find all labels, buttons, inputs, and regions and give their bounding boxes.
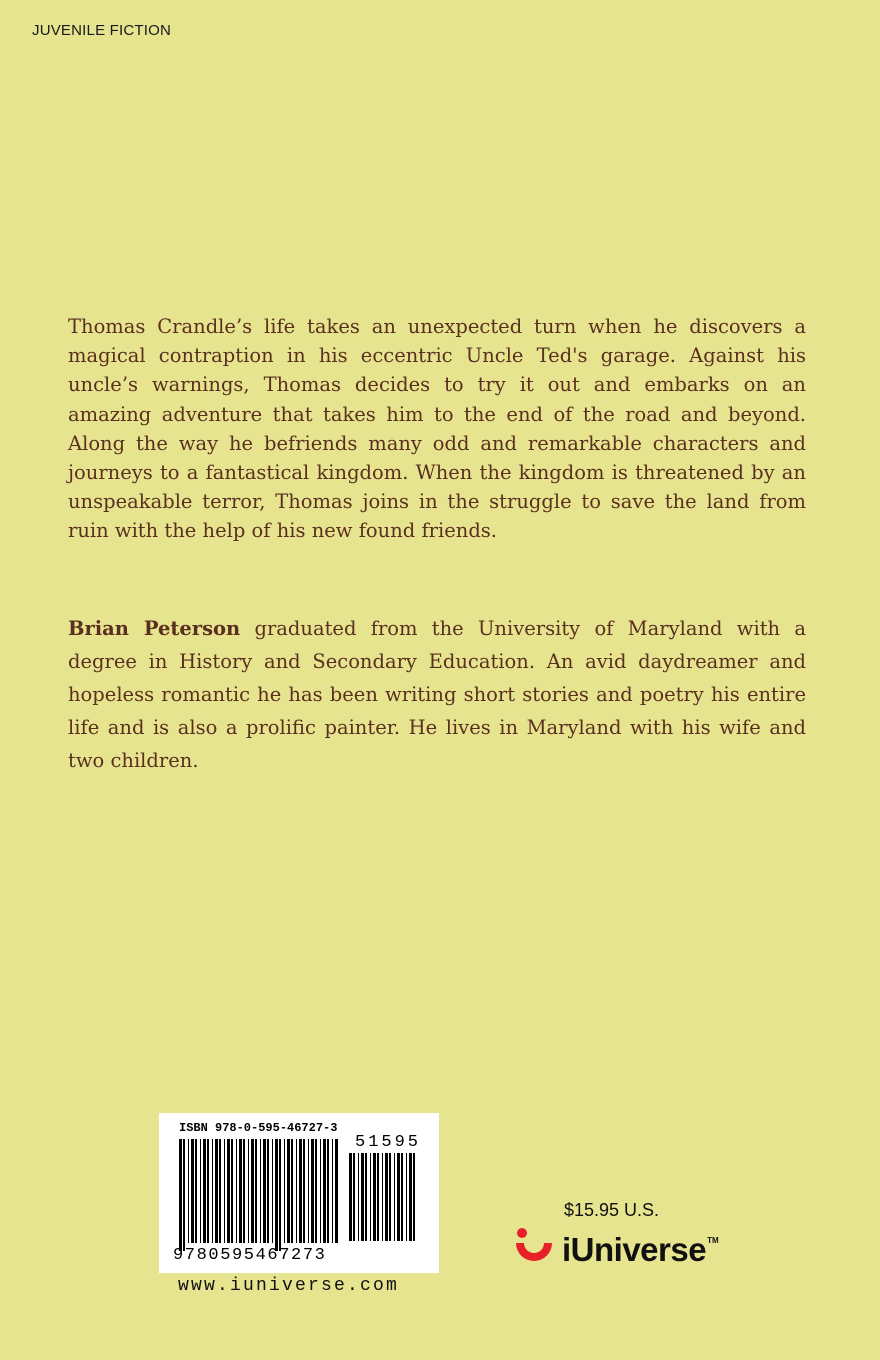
barcode-box <box>159 1113 439 1273</box>
ean-barcode <box>179 1139 339 1251</box>
barcode-bar <box>287 1139 290 1243</box>
barcode-bar <box>191 1139 194 1243</box>
barcode-bar <box>188 1139 189 1243</box>
barcode-bar <box>179 1139 182 1251</box>
barcode-bar <box>409 1153 412 1241</box>
trademark-mark: TM <box>707 1236 719 1245</box>
book-blurb: Thomas Crandle’s life takes an unexpected turn when he discovers a magical contraption in his eccentric Uncle Ted's garage. Against his uncle’s warnings, Thomas decides to try it out and embarks on an amazing adventure that takes him to the end of the road and beyond. Along the way he befriends many odd and remarkable characters and journeys to a fantastical kingdom. When the kingdom is threatened by an unspeakable terror, Thomas joins in the struggle to save the land from ruin with the help of his new found friends. <box>68 315 806 543</box>
publisher-logo <box>512 1224 719 1276</box>
ean-digits: 9780595467273 <box>173 1246 327 1265</box>
addon-digits: 51595 <box>355 1133 422 1152</box>
barcode-bar <box>349 1153 352 1241</box>
barcode-bar <box>332 1139 333 1243</box>
iuniverse-logo-icon <box>512 1225 556 1275</box>
publisher-name: iUniverse <box>562 1231 707 1268</box>
barcode-bar <box>200 1139 201 1243</box>
barcode-bar <box>353 1153 355 1241</box>
barcode-bar <box>397 1153 400 1241</box>
barcode-bar <box>248 1139 249 1243</box>
barcode-bar <box>231 1139 233 1243</box>
barcode-bar <box>195 1139 197 1243</box>
author-name: Brian Peterson <box>68 617 241 640</box>
barcode-bar <box>311 1139 314 1243</box>
genre-label: JUVENILE FICTION <box>32 22 172 39</box>
barcode-bar <box>239 1139 242 1243</box>
barcode-bar <box>413 1153 415 1241</box>
barcode-bar <box>212 1139 213 1243</box>
barcode-bar <box>267 1139 269 1243</box>
barcode-bar <box>260 1139 261 1243</box>
barcode-bar <box>224 1139 225 1243</box>
barcode-bar <box>303 1139 305 1243</box>
barcode-bar <box>308 1139 309 1243</box>
barcode-bar <box>385 1153 388 1241</box>
barcode-bar <box>207 1139 209 1243</box>
addon-barcode <box>349 1153 419 1249</box>
barcode-bar <box>296 1139 297 1243</box>
isbn-text: ISBN 978-0-595-46727-3 <box>179 1121 338 1135</box>
barcode-bar <box>183 1139 185 1251</box>
barcode-bar <box>406 1153 407 1241</box>
barcode-bar <box>203 1139 206 1243</box>
barcode-bar <box>243 1139 245 1243</box>
barcode-bar <box>358 1153 359 1241</box>
barcode-bar <box>361 1153 364 1241</box>
barcode-bar <box>279 1139 281 1251</box>
price-label: $15.95 U.S. <box>564 1200 660 1220</box>
barcode-bar <box>284 1139 285 1243</box>
barcode-bar <box>323 1139 326 1243</box>
barcode-bar <box>236 1139 237 1243</box>
website-url: www.iuniverse.com <box>178 1276 400 1296</box>
barcode-bar <box>370 1153 371 1241</box>
barcode-bar <box>255 1139 257 1243</box>
barcode-bar <box>401 1153 403 1241</box>
barcode-bar <box>291 1139 293 1243</box>
barcode-bar <box>272 1139 273 1243</box>
barcode-bar <box>227 1139 230 1243</box>
author-bio-text: graduated from the University of Maryland with a degree in History and Secondary Education. An avid daydreamer and hopeless romantic he has been writing short stories and poetry his entire life and is also a prolific painter. He lives in Maryland with his wife and two children. <box>68 617 806 772</box>
barcode-bar <box>219 1139 221 1243</box>
barcode-bar <box>320 1139 321 1243</box>
barcode-bar <box>389 1153 391 1241</box>
barcode-bar <box>377 1153 379 1241</box>
author-bio <box>68 612 806 777</box>
barcode-bar <box>251 1139 254 1243</box>
barcode-bar <box>275 1139 278 1251</box>
barcode-bar <box>365 1153 367 1241</box>
barcode-bar <box>215 1139 218 1243</box>
barcode-bar <box>382 1153 383 1241</box>
barcode-bar <box>394 1153 395 1241</box>
barcode-bar <box>327 1139 329 1243</box>
barcode-bar <box>315 1139 317 1243</box>
barcode-bar <box>335 1139 338 1243</box>
barcode-bar <box>373 1153 376 1241</box>
barcode-bar <box>263 1139 266 1243</box>
barcode-bar <box>299 1139 302 1243</box>
